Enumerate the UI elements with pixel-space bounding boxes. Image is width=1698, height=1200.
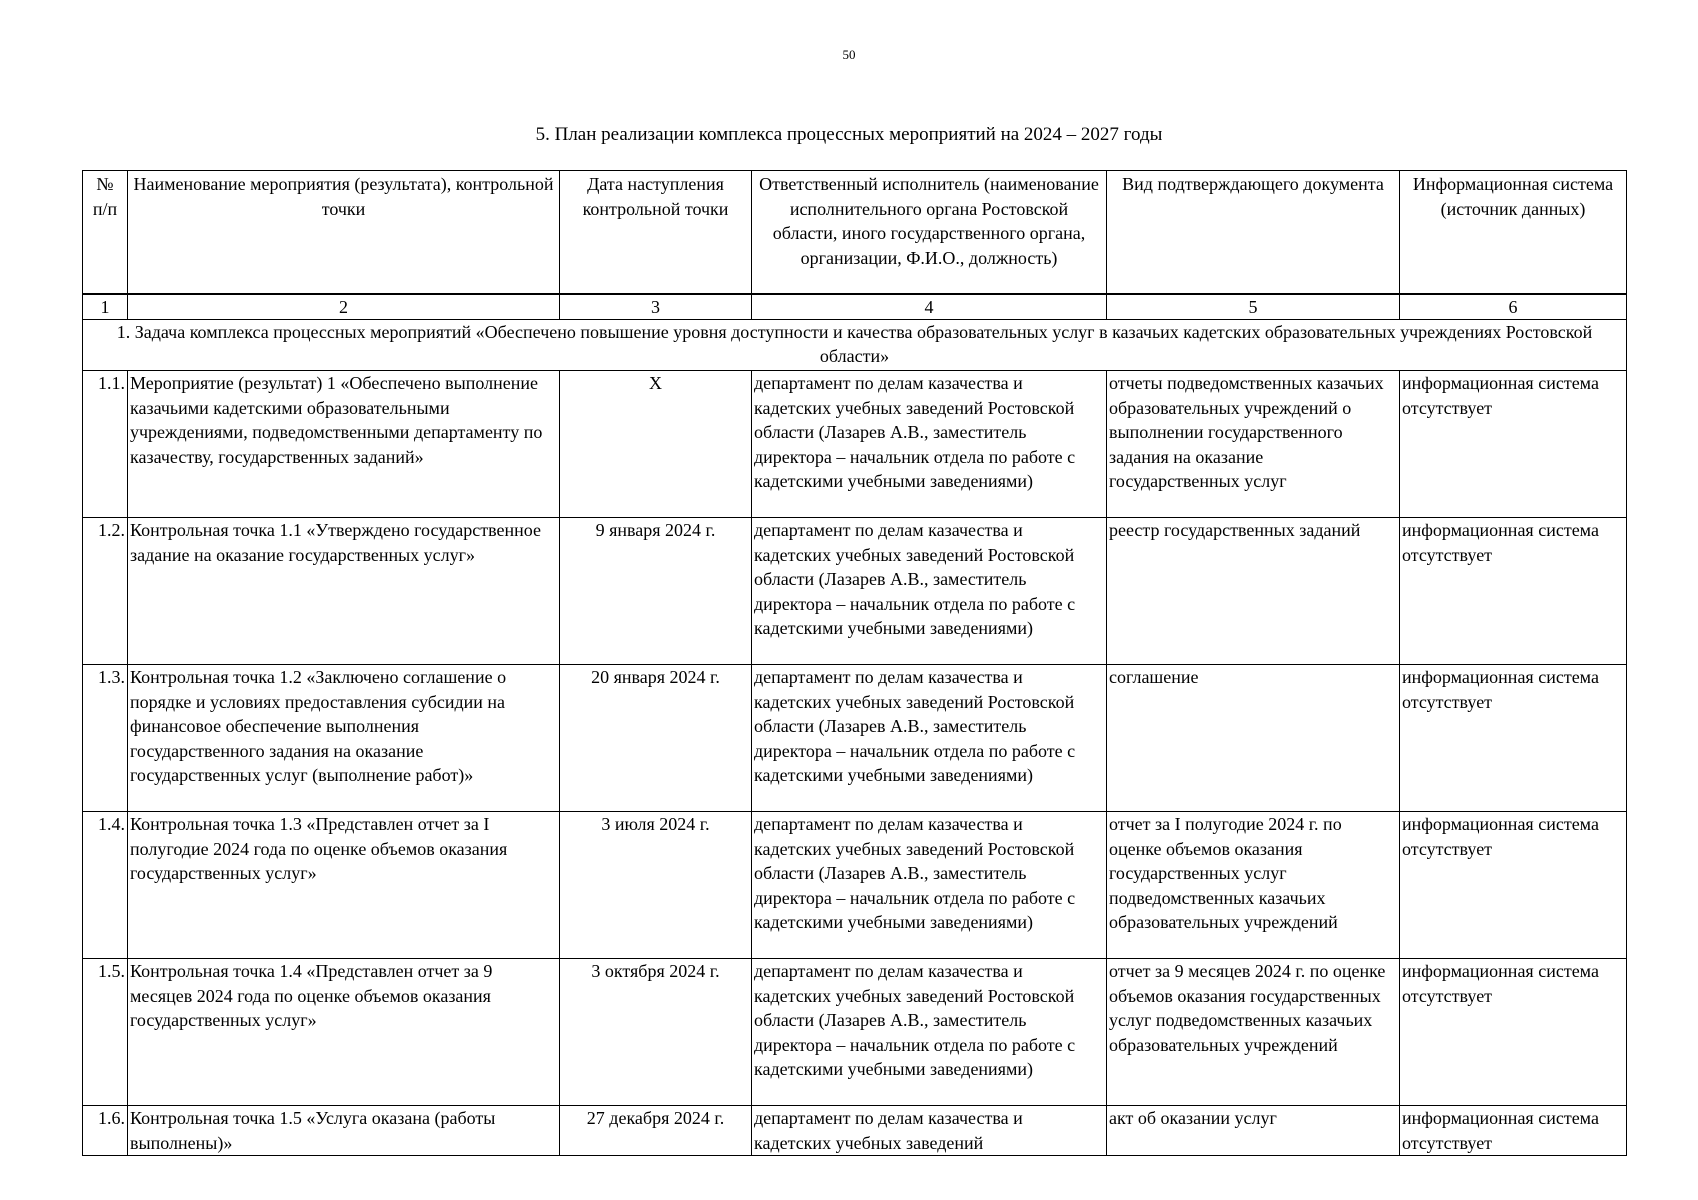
column-header: Ответственный исполнитель (наименование исполнительного органа Ростовской области, иного государственного органа, организации, Ф.И.О., должность) <box>752 171 1107 295</box>
row-number: 1.2. <box>83 518 128 665</box>
plan-table <box>82 170 1627 1156</box>
information-system: информационная система отсутствует <box>1400 665 1627 812</box>
information-system: информационная система отсутствует <box>1400 371 1627 518</box>
column-header: № п/п <box>83 171 128 295</box>
row-number: 1.6. <box>83 1106 128 1156</box>
information-system: информационная система отсутствует <box>1400 1106 1627 1156</box>
table-row <box>83 1106 1627 1156</box>
confirming-document: отчеты подведомственных казачьих образовательных учреждений о выполнении государственного задания на оказание государственных услуг <box>1107 371 1400 518</box>
table-row <box>83 812 1627 959</box>
column-number: 2 <box>128 294 560 320</box>
checkpoint-date: 3 октября 2024 г. <box>560 959 752 1106</box>
column-number: 5 <box>1107 294 1400 320</box>
responsible-executor: департамент по делам казачества и кадетских учебных заведений <box>752 1106 1107 1156</box>
column-number: 4 <box>752 294 1107 320</box>
responsible-executor: департамент по делам казачества и кадетских учебных заведений Ростовской области (Лазарев А.В., заместитель директора – начальник отдела по работе с кадетскими учебными заведениями) <box>752 959 1107 1106</box>
checkpoint-date: 3 июля 2024 г. <box>560 812 752 959</box>
column-number: 3 <box>560 294 752 320</box>
column-header: Дата наступления контрольной точки <box>560 171 752 295</box>
column-number-row <box>83 294 1627 320</box>
task-row <box>83 320 1627 371</box>
information-system: информационная система отсутствует <box>1400 518 1627 665</box>
confirming-document: акт об оказании услуг <box>1107 1106 1400 1156</box>
confirming-document: реестр государственных заданий <box>1107 518 1400 665</box>
table-row <box>83 665 1627 812</box>
row-number: 1.5. <box>83 959 128 1106</box>
column-number: 6 <box>1400 294 1627 320</box>
information-system: информационная система отсутствует <box>1400 812 1627 959</box>
event-name: Мероприятие (результат) 1 «Обеспечено выполнение казачьими кадетскими образовательными учреждениями, подведомственными департаменту по казачеству, государственных заданий» <box>128 371 560 518</box>
table-row <box>83 371 1627 518</box>
responsible-executor: департамент по делам казачества и кадетских учебных заведений Ростовской области (Лазарев А.В., заместитель директора – начальник отдела по работе с кадетскими учебными заведениями) <box>752 371 1107 518</box>
row-number: 1.1. <box>83 371 128 518</box>
event-name: Контрольная точка 1.4 «Представлен отчет за 9 месяцев 2024 года по оценке объемов оказания государственных услуг» <box>128 959 560 1106</box>
row-number: 1.3. <box>83 665 128 812</box>
responsible-executor: департамент по делам казачества и кадетских учебных заведений Ростовской области (Лазарев А.В., заместитель директора – начальник отдела по работе с кадетскими учебными заведениями) <box>752 518 1107 665</box>
confirming-document: отчет за I полугодие 2024 г. по оценке объемов оказания государственных услуг подведомственных казачьих образовательных учреждений <box>1107 812 1400 959</box>
event-name: Контрольная точка 1.1 «Утверждено государственное задание на оказание государственных услуг» <box>128 518 560 665</box>
checkpoint-date: 27 декабря 2024 г. <box>560 1106 752 1156</box>
checkpoint-date: 9 января 2024 г. <box>560 518 752 665</box>
column-header: Информационная система (источник данных) <box>1400 171 1627 295</box>
confirming-document: отчет за 9 месяцев 2024 г. по оценке объемов оказания государственных услуг подведомственных казачьих образовательных учреждений <box>1107 959 1400 1106</box>
event-name: Контрольная точка 1.3 «Представлен отчет за I полугодие 2024 года по оценке объемов оказания государственных услуг» <box>128 812 560 959</box>
column-header: Наименование мероприятия (результата), контрольной точки <box>128 171 560 295</box>
page-number: 50 <box>842 47 856 62</box>
responsible-executor: департамент по делам казачества и кадетских учебных заведений Ростовской области (Лазарев А.В., заместитель директора – начальник отдела по работе с кадетскими учебными заведениями) <box>752 812 1107 959</box>
confirming-document: соглашение <box>1107 665 1400 812</box>
page-title: 5. План реализации комплекса процессных мероприятий на 2024 – 2027 годы <box>535 124 1163 145</box>
column-number: 1 <box>83 294 128 320</box>
table-header-row <box>83 171 1627 295</box>
checkpoint-date: Х <box>560 371 752 518</box>
column-header: Вид подтверждающего документа <box>1107 171 1400 295</box>
responsible-executor: департамент по делам казачества и кадетских учебных заведений Ростовской области (Лазарев А.В., заместитель директора – начальник отдела по работе с кадетскими учебными заведениями) <box>752 665 1107 812</box>
task-title: 1. Задача комплекса процессных мероприятий «Обеспечено повышение уровня доступности и качества образовательных услуг в казачьих кадетских образовательных учреждениях Ростовской области» <box>83 320 1627 371</box>
table-row <box>83 959 1627 1106</box>
event-name: Контрольная точка 1.5 «Услуга оказана (работы выполнены)» <box>128 1106 560 1156</box>
row-number: 1.4. <box>83 812 128 959</box>
information-system: информационная система отсутствует <box>1400 959 1627 1106</box>
table-row <box>83 518 1627 665</box>
checkpoint-date: 20 января 2024 г. <box>560 665 752 812</box>
event-name: Контрольная точка 1.2 «Заключено соглашение о порядке и условиях предоставления субсидии на финансовое обеспечение выполнения государственного задания на оказание государственных услуг (выполнение работ)» <box>128 665 560 812</box>
